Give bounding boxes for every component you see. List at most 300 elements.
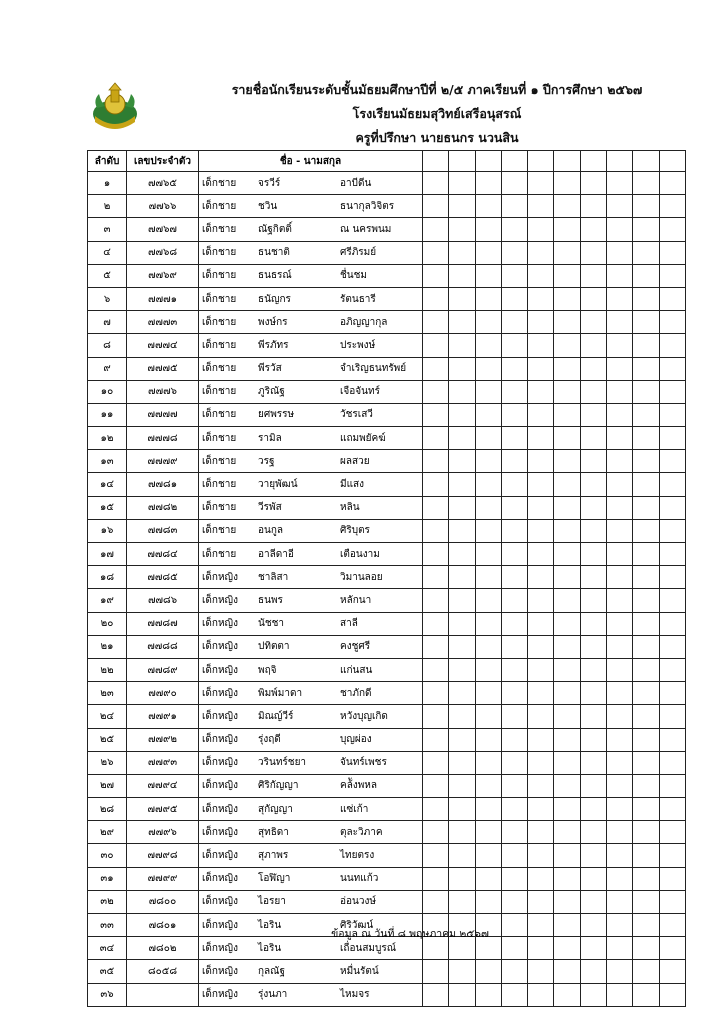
name-title: เด็กชาย bbox=[202, 339, 237, 351]
table-row bbox=[88, 403, 686, 426]
blank-cell bbox=[449, 496, 475, 519]
blank-cell bbox=[423, 682, 449, 705]
first-name: สุทธิดา bbox=[258, 826, 289, 838]
last-name: วัชรเสวี bbox=[340, 409, 373, 421]
blank-cell bbox=[475, 774, 501, 797]
blank-cell bbox=[554, 705, 580, 728]
blank-cell bbox=[659, 264, 685, 287]
blank-cell bbox=[607, 241, 633, 264]
name-title: เด็กชาย bbox=[202, 200, 237, 212]
student-id: ๗๗๘๓ bbox=[127, 519, 199, 542]
table-row bbox=[88, 519, 686, 542]
student-name bbox=[199, 496, 423, 519]
blank-cell bbox=[501, 543, 527, 566]
last-name: ชื่นชม bbox=[340, 270, 368, 282]
table-row bbox=[88, 311, 686, 334]
blank-cell bbox=[580, 241, 606, 264]
blank-cell bbox=[607, 218, 633, 241]
table-row bbox=[88, 334, 686, 357]
blank-cell bbox=[554, 867, 580, 890]
name-title: เด็กชาย bbox=[202, 548, 237, 560]
first-name: วายุพัฒน์ bbox=[258, 479, 298, 491]
blank-cell bbox=[449, 728, 475, 751]
blank-cell bbox=[659, 172, 685, 195]
blank-cell bbox=[554, 682, 580, 705]
blank-cell bbox=[580, 890, 606, 913]
blank-cell bbox=[528, 635, 554, 658]
blank-cell bbox=[449, 357, 475, 380]
blank-cell bbox=[475, 473, 501, 496]
blank-cell bbox=[580, 543, 606, 566]
blank-cell bbox=[633, 427, 659, 450]
blank-cell bbox=[607, 334, 633, 357]
blank-cell bbox=[423, 543, 449, 566]
blank-cell bbox=[528, 543, 554, 566]
blank-cell bbox=[633, 821, 659, 844]
blank-cell bbox=[554, 241, 580, 264]
blank-cell bbox=[554, 798, 580, 821]
blank-cell bbox=[554, 195, 580, 218]
blank-cell bbox=[528, 612, 554, 635]
name-title: เด็กชาย bbox=[202, 502, 237, 514]
blank-cell bbox=[607, 172, 633, 195]
first-name: รุ่งฤดี bbox=[258, 734, 281, 746]
header-student-id: เลขประจำตัว bbox=[127, 151, 199, 172]
student-id: ๗๗๖๙ bbox=[127, 264, 199, 287]
table-header-row bbox=[88, 151, 686, 172]
first-name: ชวิน bbox=[258, 200, 278, 212]
blank-cell bbox=[423, 844, 449, 867]
blank-cell bbox=[501, 589, 527, 612]
blank-cell bbox=[475, 172, 501, 195]
blank-cell bbox=[528, 473, 554, 496]
blank-cell bbox=[449, 195, 475, 218]
row-number: ๑๓ bbox=[88, 450, 127, 473]
blank-cell bbox=[659, 798, 685, 821]
student-id bbox=[127, 983, 199, 1006]
last-name: รัตนธารี bbox=[340, 293, 376, 305]
blank-cell bbox=[580, 311, 606, 334]
first-name: พฤจิ bbox=[258, 664, 277, 676]
first-name: วรฐ bbox=[258, 455, 275, 467]
blank-cell bbox=[580, 195, 606, 218]
blank-cell bbox=[423, 890, 449, 913]
blank-cell bbox=[633, 519, 659, 542]
table-row bbox=[88, 728, 686, 751]
table-row bbox=[88, 612, 686, 635]
blank-cell bbox=[423, 264, 449, 287]
blank-cell bbox=[449, 635, 475, 658]
blank-cell bbox=[554, 635, 580, 658]
student-name bbox=[199, 311, 423, 334]
blank-cell bbox=[607, 682, 633, 705]
blank-cell bbox=[554, 473, 580, 496]
table-row bbox=[88, 682, 686, 705]
first-name: พีรวัส bbox=[258, 363, 282, 375]
student-id: ๗๘๐๐ bbox=[127, 890, 199, 913]
row-number: ๕ bbox=[88, 264, 127, 287]
student-id: ๗๗๙๕ bbox=[127, 798, 199, 821]
blank-cell bbox=[607, 311, 633, 334]
blank-cell bbox=[580, 427, 606, 450]
table-row bbox=[88, 589, 686, 612]
blank-cell bbox=[501, 334, 527, 357]
blank-cell bbox=[501, 612, 527, 635]
blank-cell bbox=[659, 566, 685, 589]
student-name bbox=[199, 218, 423, 241]
blank-cell bbox=[449, 427, 475, 450]
table-row bbox=[88, 635, 686, 658]
blank-cell bbox=[580, 867, 606, 890]
first-name: ธนชาติ bbox=[258, 247, 290, 259]
blank-cell bbox=[475, 496, 501, 519]
blank-cell bbox=[528, 519, 554, 542]
blank-cell bbox=[607, 287, 633, 310]
header-number: ลำดับ bbox=[88, 151, 127, 172]
first-name: ปทิตตา bbox=[258, 641, 290, 653]
blank-cell bbox=[607, 264, 633, 287]
blank-cell bbox=[423, 983, 449, 1006]
first-name: พงษ์กร bbox=[258, 316, 288, 328]
blank-cell bbox=[607, 403, 633, 426]
last-name: ผลสวย bbox=[340, 455, 370, 467]
student-name bbox=[199, 635, 423, 658]
blank-cell bbox=[633, 566, 659, 589]
first-name: ไอริน bbox=[258, 942, 282, 954]
table-row bbox=[88, 427, 686, 450]
blank-cell bbox=[528, 983, 554, 1006]
blank-cell bbox=[475, 682, 501, 705]
blank-cell bbox=[423, 357, 449, 380]
blank-cell bbox=[528, 334, 554, 357]
student-name bbox=[199, 543, 423, 566]
blank-cell bbox=[554, 172, 580, 195]
blank-cell bbox=[423, 427, 449, 450]
blank-cell bbox=[633, 450, 659, 473]
row-number: ๒๖ bbox=[88, 751, 127, 774]
blank-cell bbox=[501, 287, 527, 310]
first-name: สุกัญญา bbox=[258, 803, 293, 815]
row-number: ๑๒ bbox=[88, 427, 127, 450]
blank-cell bbox=[475, 311, 501, 334]
blank-cell bbox=[659, 241, 685, 264]
row-number: ๑๖ bbox=[88, 519, 127, 542]
last-name: หลักนา bbox=[340, 594, 372, 606]
blank-cell bbox=[580, 496, 606, 519]
blank-cell bbox=[501, 705, 527, 728]
row-number: ๒๔ bbox=[88, 705, 127, 728]
blank-cell bbox=[528, 798, 554, 821]
student-id: ๗๗๙๙ bbox=[127, 867, 199, 890]
blank-cell bbox=[607, 867, 633, 890]
student-id: ๗๗๗๗ bbox=[127, 403, 199, 426]
blank-cell bbox=[501, 774, 527, 797]
blank-cell bbox=[659, 450, 685, 473]
blank-cell bbox=[659, 960, 685, 983]
blank-cell bbox=[633, 914, 659, 937]
blank-cell bbox=[633, 705, 659, 728]
blank-cell bbox=[633, 960, 659, 983]
blank-cell bbox=[580, 473, 606, 496]
blank-cell bbox=[475, 287, 501, 310]
blank-cell bbox=[423, 798, 449, 821]
student-name bbox=[199, 890, 423, 913]
table-row bbox=[88, 867, 686, 890]
blank-cell bbox=[423, 241, 449, 264]
first-name: ธนพร bbox=[258, 594, 283, 606]
blank-cell bbox=[633, 798, 659, 821]
blank-cell bbox=[449, 821, 475, 844]
table-row bbox=[88, 218, 686, 241]
blank-cell bbox=[607, 496, 633, 519]
blank-cell bbox=[554, 821, 580, 844]
student-id: ๗๗๙๘ bbox=[127, 844, 199, 867]
name-title: เด็กหญิง bbox=[202, 734, 238, 746]
blank-cell bbox=[633, 635, 659, 658]
blank-cell bbox=[423, 728, 449, 751]
blank-cell bbox=[528, 172, 554, 195]
blank-cell bbox=[554, 334, 580, 357]
blank-cell bbox=[475, 519, 501, 542]
blank-cell bbox=[423, 311, 449, 334]
blank-cell bbox=[501, 728, 527, 751]
first-name: ศิริกัญญา bbox=[258, 780, 299, 792]
student-id: ๗๗๗๖ bbox=[127, 380, 199, 403]
blank-cell bbox=[633, 589, 659, 612]
blank-cell bbox=[475, 612, 501, 635]
blank-cell bbox=[475, 195, 501, 218]
blank-cell bbox=[423, 960, 449, 983]
row-number: ๒๕ bbox=[88, 728, 127, 751]
blank-cell bbox=[423, 380, 449, 403]
blank-cell bbox=[528, 264, 554, 287]
blank-cell bbox=[449, 751, 475, 774]
blank-cell bbox=[449, 543, 475, 566]
blank-cell bbox=[659, 914, 685, 937]
student-name bbox=[199, 450, 423, 473]
blank-cell bbox=[501, 751, 527, 774]
blank-cell bbox=[580, 334, 606, 357]
blank-cell bbox=[633, 357, 659, 380]
blank-cell bbox=[475, 589, 501, 612]
blank-cell bbox=[501, 867, 527, 890]
first-name: นัชชา bbox=[258, 618, 285, 630]
blank-cell bbox=[554, 983, 580, 1006]
student-id: ๗๗๖๗ bbox=[127, 218, 199, 241]
blank-column bbox=[449, 151, 475, 172]
blank-cell bbox=[449, 798, 475, 821]
last-name: ไหมจร bbox=[340, 989, 370, 1001]
last-name: จันทร์เพชร bbox=[340, 757, 387, 769]
blank-cell bbox=[580, 357, 606, 380]
blank-cell bbox=[659, 635, 685, 658]
blank-cell bbox=[449, 264, 475, 287]
blank-cell bbox=[607, 751, 633, 774]
blank-cell bbox=[607, 658, 633, 681]
student-id: ๗๗๙๓ bbox=[127, 751, 199, 774]
student-name bbox=[199, 589, 423, 612]
blank-cell bbox=[659, 311, 685, 334]
name-title: เด็กหญิง bbox=[202, 594, 238, 606]
blank-cell bbox=[423, 658, 449, 681]
student-id: ๗๗๗๙ bbox=[127, 450, 199, 473]
table-row bbox=[88, 195, 686, 218]
blank-cell bbox=[554, 844, 580, 867]
student-name bbox=[199, 774, 423, 797]
blank-cell bbox=[633, 543, 659, 566]
blank-cell bbox=[607, 844, 633, 867]
last-name: ไทยตรง bbox=[340, 850, 375, 862]
blank-cell bbox=[659, 473, 685, 496]
blank-cell bbox=[659, 867, 685, 890]
blank-cell bbox=[449, 380, 475, 403]
blank-column bbox=[659, 151, 685, 172]
row-number: ๓๒ bbox=[88, 890, 127, 913]
name-title: เด็กชาย bbox=[202, 409, 237, 421]
blank-cell bbox=[475, 334, 501, 357]
last-name: มีแสง bbox=[340, 479, 365, 491]
first-name: จรวีร์ bbox=[258, 177, 281, 189]
blank-column bbox=[607, 151, 633, 172]
blank-cell bbox=[501, 519, 527, 542]
blank-cell bbox=[423, 473, 449, 496]
blank-cell bbox=[475, 218, 501, 241]
student-name bbox=[199, 612, 423, 635]
student-name bbox=[199, 798, 423, 821]
student-name bbox=[199, 241, 423, 264]
student-name bbox=[199, 844, 423, 867]
student-name bbox=[199, 380, 423, 403]
name-title: เด็กหญิง bbox=[202, 618, 238, 630]
table-row bbox=[88, 798, 686, 821]
first-name: ไอริน bbox=[258, 919, 282, 931]
row-number: ๖ bbox=[88, 287, 127, 310]
blank-cell bbox=[501, 496, 527, 519]
blank-cell bbox=[554, 774, 580, 797]
blank-cell bbox=[501, 195, 527, 218]
school-logo bbox=[91, 82, 139, 132]
name-title: เด็กหญิง bbox=[202, 641, 238, 653]
blank-cell bbox=[580, 821, 606, 844]
first-name: รามิล bbox=[258, 432, 282, 444]
row-number: ๗ bbox=[88, 311, 127, 334]
blank-cell bbox=[528, 380, 554, 403]
blank-cell bbox=[423, 589, 449, 612]
blank-cell bbox=[633, 334, 659, 357]
blank-cell bbox=[475, 751, 501, 774]
blank-cell bbox=[607, 937, 633, 960]
document-title: รายชื่อนักเรียนระดับชั้นมัธยมศึกษาปีที่ ๒/๕ ภาคเรียนที่ ๑ ปีการศึกษา ๒๕๖๗ bbox=[231, 82, 643, 97]
blank-cell bbox=[501, 380, 527, 403]
blank-cell bbox=[449, 682, 475, 705]
blank-cell bbox=[423, 218, 449, 241]
blank-cell bbox=[423, 821, 449, 844]
name-title: เด็กชาย bbox=[202, 363, 237, 375]
blank-cell bbox=[449, 566, 475, 589]
table-row bbox=[88, 287, 686, 310]
blank-cell bbox=[423, 519, 449, 542]
blank-cell bbox=[423, 287, 449, 310]
last-name: บุญผ่อง bbox=[340, 734, 372, 746]
blank-cell bbox=[449, 403, 475, 426]
name-title: เด็กชาย bbox=[202, 432, 237, 444]
blank-cell bbox=[449, 311, 475, 334]
blank-cell bbox=[501, 844, 527, 867]
student-name bbox=[199, 867, 423, 890]
name-title: เด็กชาย bbox=[202, 316, 237, 328]
blank-cell bbox=[633, 774, 659, 797]
blank-cell bbox=[633, 380, 659, 403]
blank-cell bbox=[607, 890, 633, 913]
first-name: สุภาพร bbox=[258, 850, 289, 862]
blank-cell bbox=[475, 380, 501, 403]
last-name: วิมานลอย bbox=[340, 571, 383, 583]
blank-cell bbox=[475, 543, 501, 566]
student-id: ๗๘๐๑ bbox=[127, 914, 199, 937]
blank-cell bbox=[633, 728, 659, 751]
last-name: อาบีดีน bbox=[340, 177, 372, 189]
row-number: ๒๙ bbox=[88, 821, 127, 844]
blank-cell bbox=[554, 543, 580, 566]
blank-cell bbox=[528, 566, 554, 589]
blank-cell bbox=[607, 798, 633, 821]
blank-cell bbox=[607, 728, 633, 751]
blank-cell bbox=[633, 983, 659, 1006]
blank-cell bbox=[475, 658, 501, 681]
blank-cell bbox=[554, 264, 580, 287]
blank-cell bbox=[554, 496, 580, 519]
blank-cell bbox=[501, 403, 527, 426]
table-row bbox=[88, 658, 686, 681]
blank-cell bbox=[607, 821, 633, 844]
name-title: เด็กชาย bbox=[202, 293, 237, 305]
blank-cell bbox=[449, 983, 475, 1006]
blank-cell bbox=[475, 241, 501, 264]
blank-cell bbox=[501, 566, 527, 589]
last-name: เตือนงาม bbox=[340, 548, 380, 560]
blank-cell bbox=[528, 658, 554, 681]
row-number: ๒๐ bbox=[88, 612, 127, 635]
last-name: ชาภักดี bbox=[340, 687, 372, 699]
blank-cell bbox=[501, 635, 527, 658]
blank-column bbox=[528, 151, 554, 172]
student-id: ๗๗๙๒ bbox=[127, 728, 199, 751]
blank-column bbox=[554, 151, 580, 172]
blank-cell bbox=[528, 728, 554, 751]
student-id: ๗๗๗๔ bbox=[127, 334, 199, 357]
blank-cell bbox=[501, 218, 527, 241]
blank-cell bbox=[449, 844, 475, 867]
first-name: ภูริณัฐ bbox=[258, 386, 285, 398]
last-name: อ่อนวงษ์ bbox=[340, 896, 376, 908]
name-title: เด็กชาย bbox=[202, 270, 237, 282]
blank-cell bbox=[607, 635, 633, 658]
blank-cell bbox=[423, 635, 449, 658]
blank-cell bbox=[423, 705, 449, 728]
student-name bbox=[199, 658, 423, 681]
row-number: ๒๗ bbox=[88, 774, 127, 797]
blank-cell bbox=[659, 821, 685, 844]
row-number: ๒๑ bbox=[88, 635, 127, 658]
name-title: เด็กหญิง bbox=[202, 989, 238, 1001]
blank-cell bbox=[528, 682, 554, 705]
table-row bbox=[88, 450, 686, 473]
student-id: ๗๗๘๒ bbox=[127, 496, 199, 519]
blank-cell bbox=[528, 287, 554, 310]
name-title: เด็กหญิง bbox=[202, 873, 238, 885]
first-name: มิณญ์วีร์ bbox=[258, 710, 294, 722]
last-name: ศิริวัฒน์ bbox=[340, 919, 374, 931]
